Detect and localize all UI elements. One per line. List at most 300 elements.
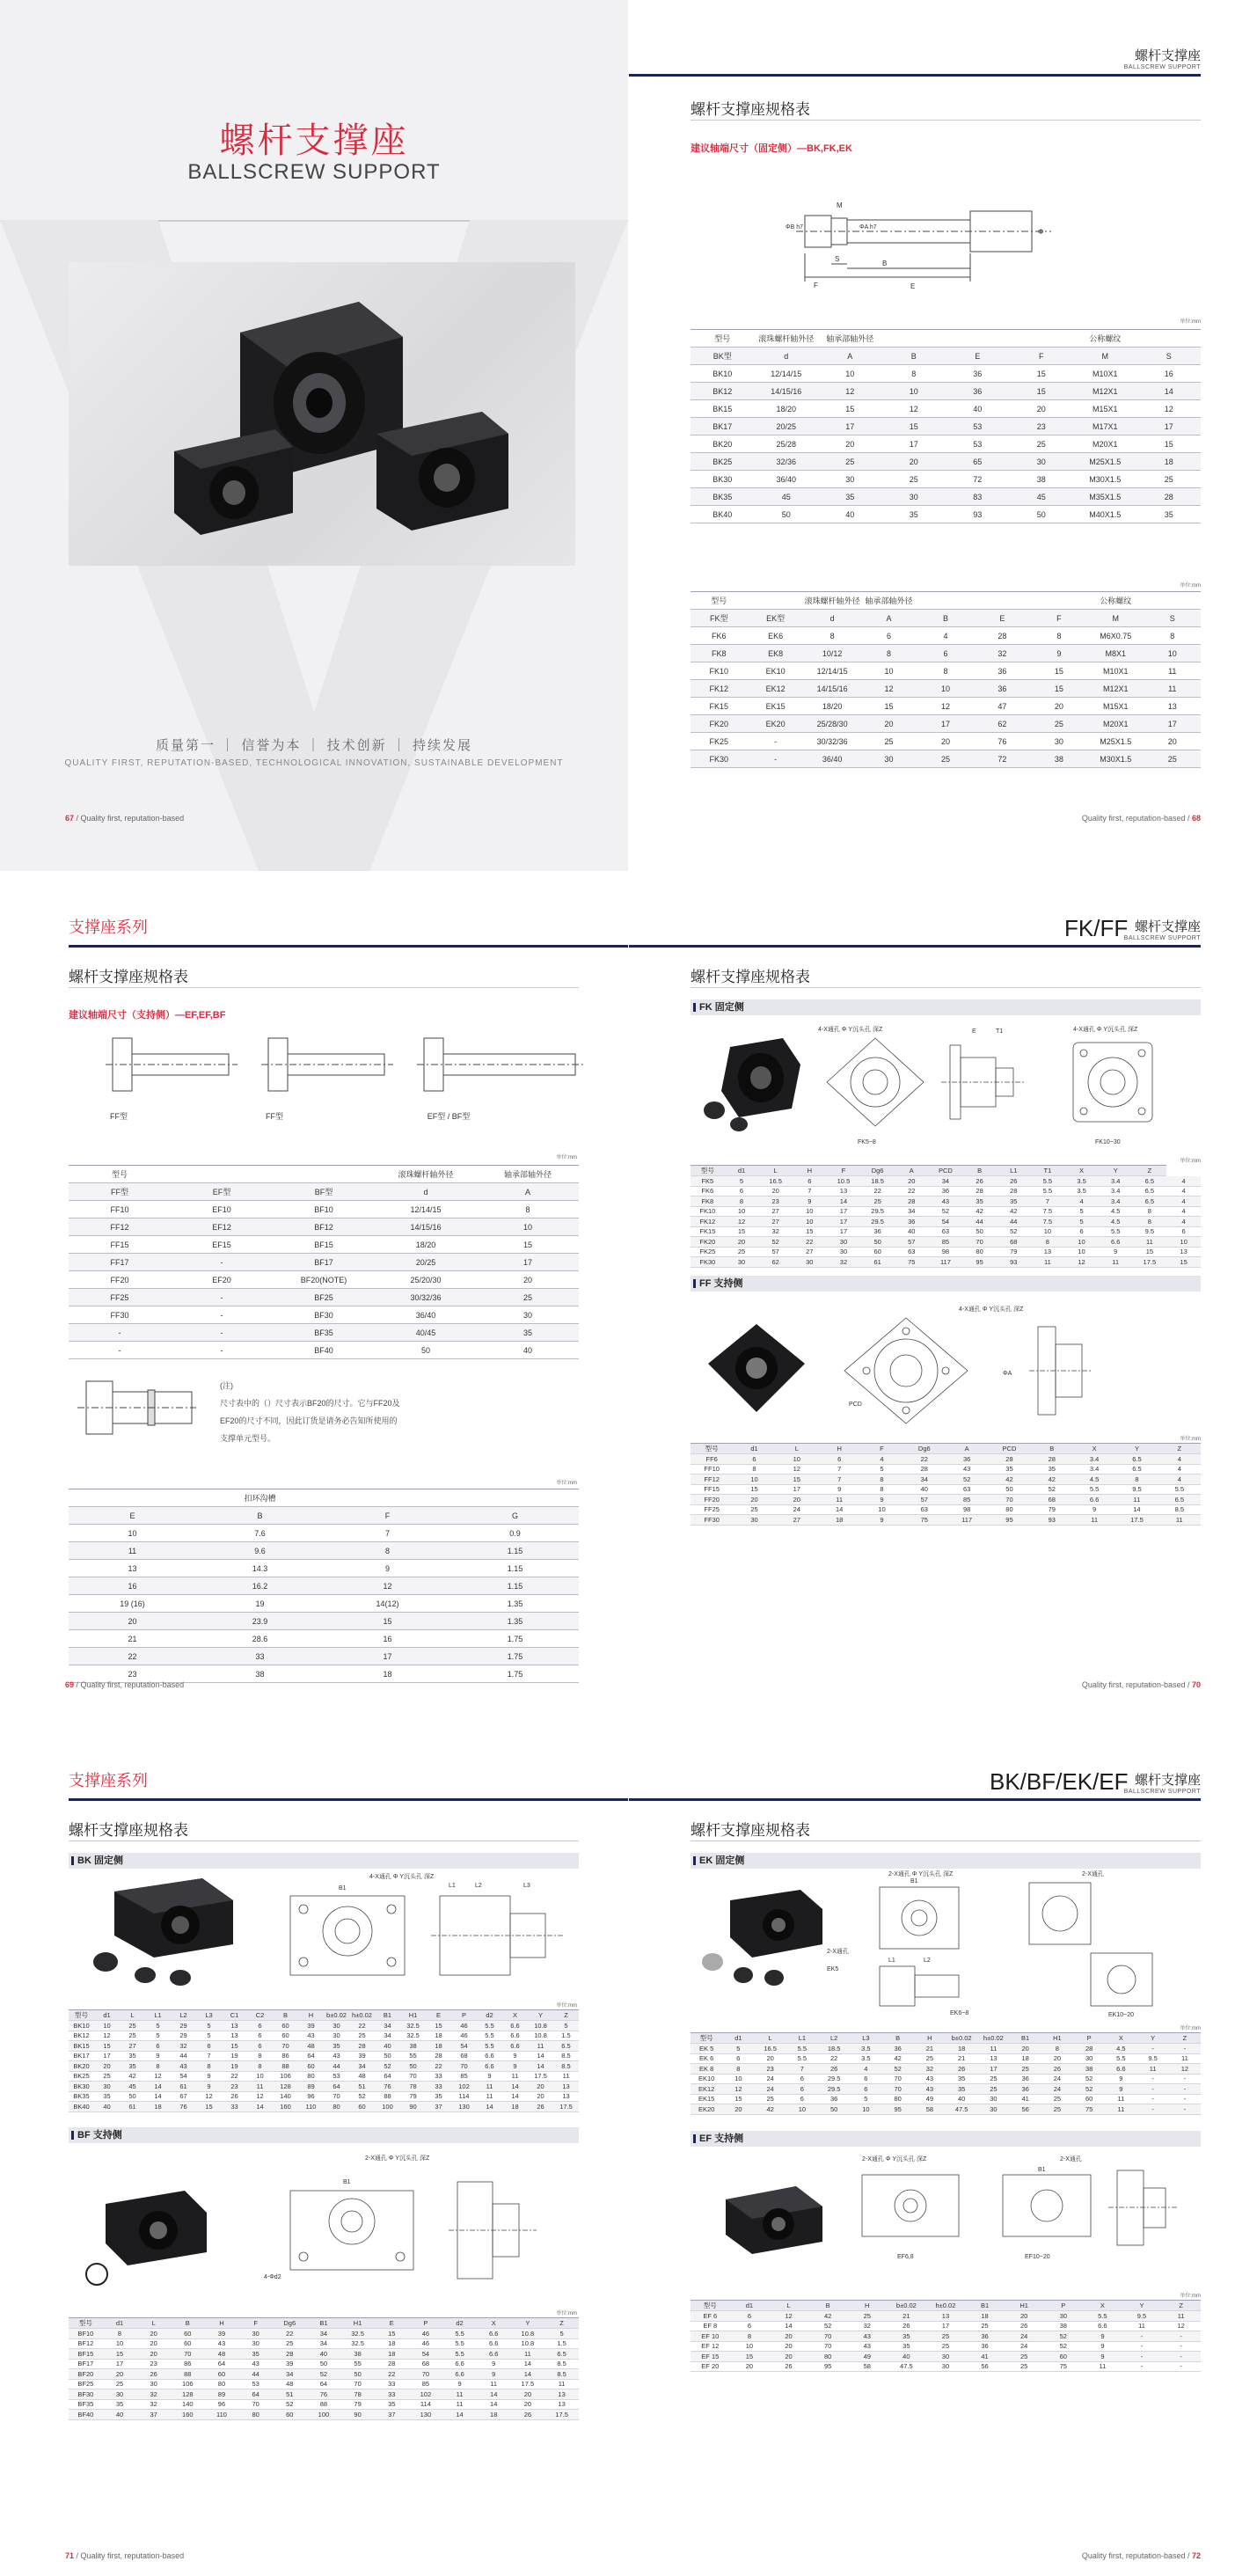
unit-label-2: 单位:mm bbox=[1180, 2294, 1201, 2299]
table-row bbox=[691, 506, 1201, 523]
fk-spec-table bbox=[691, 1165, 1201, 1268]
table-cell: 52 bbox=[1043, 2341, 1083, 2352]
table-cell: 8.5 bbox=[553, 2051, 579, 2061]
table-cell: 14 bbox=[477, 2399, 511, 2410]
table-cell: BF35 bbox=[69, 2399, 103, 2410]
table-cell: - bbox=[1161, 2341, 1201, 2352]
table-cell: 30 bbox=[103, 2389, 137, 2400]
table-cell: 13 bbox=[222, 2021, 247, 2031]
table-cell: 6.6 bbox=[1105, 2064, 1136, 2075]
series-title: 支撑座系列 bbox=[69, 918, 148, 936]
header-cell: 型号 bbox=[69, 1166, 171, 1183]
table-cell: 25 bbox=[882, 471, 946, 488]
table-cell: 50 bbox=[400, 2061, 426, 2072]
table-cell: 22 bbox=[818, 2053, 850, 2064]
table-cell: 25 bbox=[917, 750, 974, 768]
header-cell: 滚珠螺杆轴外径 bbox=[755, 330, 819, 348]
page-67-cover bbox=[0, 0, 628, 871]
header-model: FK/FF bbox=[1064, 915, 1129, 941]
table-cell: - bbox=[171, 1306, 273, 1324]
table-cell: - bbox=[1161, 2361, 1201, 2372]
table-cell: 5 bbox=[553, 2021, 579, 2031]
table-cell: 9 bbox=[1105, 2084, 1136, 2095]
spread-71-72 bbox=[0, 1724, 1257, 2576]
table-cell: 80 bbox=[324, 2102, 349, 2112]
table-cell: 43 bbox=[298, 2031, 324, 2041]
table-cell: EF 12 bbox=[691, 2341, 730, 2352]
table-row bbox=[69, 2389, 579, 2400]
table-row bbox=[69, 1271, 579, 1289]
table-cell: 9 bbox=[1031, 645, 1087, 662]
table-cell: 28 bbox=[895, 1197, 929, 1207]
table-cell: 5 bbox=[1064, 1217, 1099, 1227]
header-cell: 扣环沟槽 bbox=[196, 1489, 324, 1507]
table-cell: 25 bbox=[120, 2021, 145, 2031]
header-cell: BF型 bbox=[273, 1183, 375, 1201]
note-line-2: EF20的尺寸不同，因此订货是请务必告知所使用的 bbox=[220, 1416, 398, 1425]
table-cell: 6.5 bbox=[544, 2349, 579, 2360]
table-cell: 6 bbox=[850, 2084, 881, 2095]
ef-support-side-bar: EF 支持侧 bbox=[691, 2131, 1201, 2147]
table-cell: 20 bbox=[477, 1271, 579, 1289]
table-cell: 4 bbox=[1158, 1454, 1201, 1465]
table-cell: - bbox=[1137, 2094, 1169, 2104]
table-cell: 15 bbox=[1031, 662, 1087, 680]
table-cell: 58 bbox=[914, 2104, 946, 2115]
table-cell: 48 bbox=[205, 2349, 239, 2360]
table-cell: 25 bbox=[860, 733, 917, 750]
header-cell: X bbox=[1105, 2033, 1136, 2044]
table-cell: 75 bbox=[1073, 2104, 1105, 2115]
table-cell: 20 bbox=[733, 1495, 775, 1505]
page-71 bbox=[0, 1724, 628, 2576]
table-cell: 3.4 bbox=[1099, 1176, 1133, 1187]
table-cell: 35 bbox=[238, 2349, 273, 2360]
bk-spec-table bbox=[69, 2009, 579, 2112]
table-cell: 98 bbox=[929, 1247, 963, 1257]
table-cell: 16 bbox=[69, 1577, 196, 1595]
table-cell: 11 bbox=[502, 2071, 528, 2082]
table-cell: M15X1 bbox=[1073, 400, 1137, 418]
table-cell: 1.5 bbox=[553, 2031, 579, 2041]
table-cell: 14.3 bbox=[196, 1560, 324, 1577]
header-cell: d1 bbox=[94, 2010, 120, 2021]
table-cell: FK6 bbox=[691, 1186, 725, 1197]
ef-label-x: 2-X通孔 bbox=[1060, 2156, 1082, 2163]
table-cell: 44 bbox=[171, 2051, 196, 2061]
table-cell: 15 bbox=[1137, 435, 1202, 453]
table-cell: 1.35 bbox=[451, 1613, 579, 1630]
ek-label-l2: L2 bbox=[924, 1958, 931, 1964]
table-cell: 76 bbox=[375, 2082, 400, 2092]
table-cell: 10 bbox=[818, 365, 882, 383]
table-cell: 98 bbox=[946, 1504, 988, 1515]
table-cell: 48 bbox=[298, 2041, 324, 2052]
table-cell: 9.5 bbox=[1137, 2053, 1169, 2064]
table-cell: 36 bbox=[860, 1226, 895, 1237]
table-row bbox=[69, 1324, 579, 1342]
sub-title: 建议轴端尺寸（支持侧）—EF,EF,BF bbox=[69, 1010, 226, 1021]
table-cell: BF10 bbox=[69, 2329, 103, 2339]
table-cell: 88 bbox=[273, 2061, 298, 2072]
table-cell: 16 bbox=[324, 1630, 451, 1648]
table-cell: 5 bbox=[725, 1176, 759, 1187]
table-cell: FK15 bbox=[691, 1226, 725, 1237]
table-cell: 25 bbox=[120, 2031, 145, 2041]
ef-label-holes: 2-X通孔 Φ Y沉头孔 深Z bbox=[862, 2156, 927, 2163]
table-cell: BF10 bbox=[273, 1201, 375, 1218]
header-cell: B bbox=[962, 1166, 997, 1176]
table-cell: 20 bbox=[1010, 400, 1074, 418]
bk-product-image bbox=[70, 1874, 246, 1988]
header-cell: H1 bbox=[340, 2318, 375, 2329]
table-cell: 7.5 bbox=[1031, 1206, 1065, 1217]
table-cell: 6 bbox=[145, 2041, 171, 2052]
table-cell: 10/12 bbox=[804, 645, 860, 662]
table-cell: 9.5 bbox=[1133, 1226, 1167, 1237]
table-cell: 6.6 bbox=[1099, 1237, 1133, 1248]
table-cell: 10 bbox=[725, 1206, 759, 1217]
table-cell: 8.5 bbox=[544, 2359, 579, 2369]
table-cell: 20 bbox=[528, 2082, 553, 2092]
table-cell: 17 bbox=[324, 1648, 451, 1665]
table-cell: FK30 bbox=[691, 1257, 725, 1268]
table-cell: 34 bbox=[307, 2329, 341, 2339]
header-cell: C1 bbox=[222, 2010, 247, 2021]
table-row bbox=[69, 1201, 579, 1218]
header-cell bbox=[1144, 592, 1202, 610]
table-cell: 3.4 bbox=[1073, 1464, 1115, 1475]
table-row bbox=[69, 1630, 579, 1648]
table-cell: 5.5 bbox=[477, 2021, 502, 2031]
bk-label-b1: B1 bbox=[339, 1885, 347, 1892]
table-cell: 17 bbox=[827, 1206, 861, 1217]
header-cell: Z bbox=[553, 2010, 579, 2021]
table-cell: 20 bbox=[730, 2361, 770, 2372]
header-cell: B1 bbox=[307, 2318, 341, 2329]
table-cell: 12 bbox=[324, 1577, 451, 1595]
table-row bbox=[691, 1247, 1201, 1257]
header-cell: d bbox=[755, 348, 819, 365]
table-cell: 25 bbox=[1010, 435, 1074, 453]
table-cell: 22 bbox=[860, 1186, 895, 1197]
table-cell: 15 bbox=[222, 2041, 247, 2052]
table-cell: 18/20 bbox=[375, 1236, 477, 1254]
table-cell: 20 bbox=[136, 2329, 171, 2339]
table-cell: 18 bbox=[818, 1515, 860, 1526]
table-row bbox=[691, 1257, 1201, 1268]
table-cell: EK 5 bbox=[691, 2044, 722, 2054]
table-cell: 22 bbox=[375, 2369, 409, 2380]
header-cell: L bbox=[755, 2033, 786, 2044]
unit-label-2: 单位:mm bbox=[1180, 583, 1201, 589]
table-cell: 17 bbox=[917, 715, 974, 733]
table-cell: 25 bbox=[1041, 2094, 1073, 2104]
table-cell: 6 bbox=[786, 2084, 818, 2095]
dim-label-m: M bbox=[837, 201, 843, 209]
table-cell: 10 bbox=[730, 2341, 770, 2352]
table-row bbox=[691, 2074, 1201, 2084]
table-cell: 36 bbox=[946, 365, 1010, 383]
table-cell: 41 bbox=[965, 2352, 1005, 2362]
table-cell: 35 bbox=[887, 2331, 926, 2342]
table-cell: 7 bbox=[196, 2051, 222, 2061]
table-cell: 85 bbox=[409, 2379, 443, 2389]
table-cell: 34 bbox=[929, 1176, 963, 1187]
table-cell: 18 bbox=[375, 2338, 409, 2349]
bk-shaft-table bbox=[691, 329, 1201, 523]
table-cell: 25/28 bbox=[755, 435, 819, 453]
table-cell: 72 bbox=[974, 750, 1030, 768]
header-cell: PCD bbox=[988, 1444, 1030, 1454]
table-cell: 10 bbox=[850, 2104, 881, 2115]
fk-fixed-side-bar: FK 固定侧 bbox=[691, 999, 1201, 1015]
table-cell: 13 bbox=[1144, 698, 1202, 715]
table-cell: 6 bbox=[247, 2031, 273, 2041]
table-cell: 13 bbox=[553, 2091, 579, 2102]
table-cell: 33 bbox=[375, 2389, 409, 2400]
header-cell: A bbox=[860, 610, 917, 627]
table-cell: 30 bbox=[977, 2104, 1009, 2115]
unit-label: 单位:mm bbox=[556, 1155, 577, 1160]
table-cell: 20 bbox=[511, 2389, 545, 2400]
table-cell: 11 bbox=[442, 2399, 477, 2410]
table-row bbox=[69, 2379, 579, 2389]
table-cell: 63 bbox=[903, 1504, 946, 1515]
table-cell: 36 bbox=[974, 662, 1030, 680]
table-cell: 64 bbox=[324, 2082, 349, 2092]
page-69 bbox=[0, 871, 628, 1724]
table-cell: 15 bbox=[733, 1484, 775, 1495]
table-cell: 11 bbox=[247, 2082, 273, 2092]
table-cell: 52 bbox=[997, 1226, 1031, 1237]
table-cell: 62 bbox=[758, 1257, 793, 1268]
table-cell: 24 bbox=[1005, 2331, 1044, 2342]
table-row bbox=[691, 2084, 1201, 2095]
table-cell: 17 bbox=[1144, 715, 1202, 733]
table-cell: BK17 bbox=[691, 418, 755, 435]
table-cell: 14 bbox=[818, 1504, 860, 1515]
table-cell: 50 bbox=[962, 1226, 997, 1237]
table-cell: 28.6 bbox=[196, 1630, 324, 1648]
table-cell: 11 bbox=[1105, 2104, 1136, 2115]
table-cell: 11 bbox=[1133, 1237, 1167, 1248]
table-cell: EK 8 bbox=[691, 2064, 722, 2075]
table-cell: 43 bbox=[914, 2084, 946, 2095]
table-cell: 32 bbox=[974, 645, 1030, 662]
table-cell: 47.5 bbox=[887, 2361, 926, 2372]
table-cell: 10 bbox=[1166, 1237, 1201, 1248]
table-cell: 32.5 bbox=[340, 2329, 375, 2339]
table-header-row bbox=[691, 592, 1201, 610]
table-cell: 28 bbox=[997, 1186, 1031, 1197]
table-cell: 35 bbox=[375, 2399, 409, 2410]
table-cell: 13 bbox=[926, 2311, 966, 2322]
table-cell: 140 bbox=[171, 2399, 205, 2410]
table-row bbox=[691, 698, 1201, 715]
table-cell: 30 bbox=[94, 2082, 120, 2092]
header-name-en: BALLSCREW SUPPORT bbox=[1123, 935, 1201, 941]
table-cell: 42 bbox=[882, 2053, 914, 2064]
table-cell: 9 bbox=[1083, 2331, 1122, 2342]
page-number: 70 bbox=[1191, 1680, 1201, 1689]
table-cell: 10 bbox=[776, 1454, 818, 1465]
table-cell: BK35 bbox=[691, 488, 755, 506]
header-cell: FF型 bbox=[69, 1183, 171, 1201]
table-cell: FF25 bbox=[69, 1289, 171, 1306]
spread-67-68 bbox=[0, 0, 1257, 871]
table-cell: 20 bbox=[1005, 2311, 1044, 2322]
table-row bbox=[691, 1237, 1201, 1248]
table-cell: EK10 bbox=[747, 662, 803, 680]
header-cell: L bbox=[776, 1444, 818, 1454]
table-cell: 6.6 bbox=[442, 2359, 477, 2369]
table-cell: 6 bbox=[793, 1176, 827, 1187]
table-header-row bbox=[69, 1489, 579, 1507]
table-cell: 128 bbox=[171, 2389, 205, 2400]
fk-label-t1: T1 bbox=[996, 1028, 1004, 1035]
table-row bbox=[691, 1464, 1201, 1475]
table-cell: 28 bbox=[426, 2051, 451, 2061]
bk-fixed-side-bar: BK 固定侧 bbox=[69, 1853, 579, 1869]
table-cell: 37 bbox=[426, 2102, 451, 2112]
table-cell: 50 bbox=[307, 2359, 341, 2369]
table-cell: 15 bbox=[103, 2349, 137, 2360]
table-cell: 20 bbox=[860, 715, 917, 733]
table-cell: 20 bbox=[755, 2053, 786, 2064]
table-cell: 12 bbox=[776, 1464, 818, 1475]
unit-label: 单位:mm bbox=[1180, 319, 1201, 325]
table-cell: 60 bbox=[298, 2061, 324, 2072]
table-cell: 35 bbox=[1137, 506, 1202, 523]
table-cell: 8 bbox=[324, 1542, 451, 1560]
table-cell: 11 bbox=[528, 2041, 553, 2052]
table-cell: 23.9 bbox=[196, 1613, 324, 1630]
table-row bbox=[69, 2349, 579, 2360]
table-cell: 24 bbox=[776, 1504, 818, 1515]
table-cell: 12/14/15 bbox=[804, 662, 860, 680]
table-cell: 52 bbox=[1073, 2074, 1105, 2084]
table-cell: 63 bbox=[895, 1247, 929, 1257]
table-cell: 130 bbox=[451, 2102, 477, 2112]
table-cell: 20 bbox=[69, 1613, 196, 1630]
table-cell: EF 6 bbox=[691, 2311, 730, 2322]
table-cell: 86 bbox=[171, 2359, 205, 2369]
header-cell: S bbox=[1137, 348, 1202, 365]
table-cell: 15 bbox=[94, 2041, 120, 2052]
ff-label-phia: ΦA bbox=[1003, 1371, 1012, 1377]
header-cell: E bbox=[69, 1507, 196, 1525]
cover-title-en: BALLSCREW SUPPORT bbox=[187, 160, 441, 184]
table-cell: 35 bbox=[946, 2084, 977, 2095]
header-cell: C2 bbox=[247, 2010, 273, 2021]
header-cell: 公称螺纹 bbox=[1073, 330, 1137, 348]
section-title: 螺杆支撑座规格表 bbox=[69, 969, 188, 985]
table-cell: 50 bbox=[375, 1342, 477, 1359]
fk-label-fk5-8: FK5~8 bbox=[858, 1139, 876, 1145]
table-cell: 18 bbox=[1010, 2053, 1041, 2064]
table-cell: 1.75 bbox=[451, 1648, 579, 1665]
table-cell: 52 bbox=[349, 2091, 375, 2102]
header-cell: F bbox=[860, 1444, 903, 1454]
table-cell: 60 bbox=[860, 1247, 895, 1257]
table-cell: 60 bbox=[171, 2338, 205, 2349]
table-cell: 25 bbox=[103, 2379, 137, 2389]
ff-product-image bbox=[704, 1320, 809, 1416]
table-cell: 14 bbox=[247, 2102, 273, 2112]
table-cell: 20 bbox=[725, 1237, 759, 1248]
header-cell: Y bbox=[1122, 2301, 1162, 2311]
table-cell: 1.35 bbox=[451, 1595, 579, 1613]
dim-label-phi: Φ bbox=[1038, 228, 1044, 236]
table-cell: 43 bbox=[946, 1464, 988, 1475]
header-cell: E bbox=[946, 348, 1010, 365]
header-cell bbox=[946, 330, 1010, 348]
table-cell: 95 bbox=[988, 1515, 1030, 1526]
table-cell: 14 bbox=[502, 2091, 528, 2102]
table-cell: 46 bbox=[451, 2031, 477, 2041]
table-cell: 32 bbox=[136, 2399, 171, 2410]
table-cell: BK15 bbox=[691, 400, 755, 418]
table-cell: 20 bbox=[818, 435, 882, 453]
table-cell: 13 bbox=[69, 1560, 196, 1577]
header-cell: b±0.02 bbox=[324, 2010, 349, 2021]
table-cell: 43 bbox=[929, 1197, 963, 1207]
table-cell: 34 bbox=[903, 1475, 946, 1485]
table-cell: FF17 bbox=[69, 1254, 171, 1271]
table-row bbox=[691, 1454, 1201, 1465]
header-cell: X bbox=[1073, 1444, 1115, 1454]
table-cell: 33 bbox=[375, 2379, 409, 2389]
table-cell: 11 bbox=[1161, 2311, 1201, 2322]
table-cell: 12 bbox=[1064, 1257, 1099, 1268]
table-cell: 8 bbox=[247, 2061, 273, 2072]
table-cell: M17X1 bbox=[1073, 418, 1137, 435]
table-cell: 50 bbox=[860, 1237, 895, 1248]
table-cell: 53 bbox=[946, 435, 1010, 453]
note-block bbox=[220, 1377, 589, 1447]
header-cell: G bbox=[451, 1507, 579, 1525]
table-cell: 10.8 bbox=[511, 2338, 545, 2349]
table-cell: 5.5 bbox=[442, 2338, 477, 2349]
ef-label-b1: B1 bbox=[1038, 2167, 1046, 2173]
table-cell: 30 bbox=[324, 2031, 349, 2041]
header-cell: P bbox=[1043, 2301, 1083, 2311]
table-cell: 9 bbox=[442, 2379, 477, 2389]
table-cell: 18 bbox=[375, 2349, 409, 2360]
table-cell: EF10 bbox=[171, 1201, 273, 1218]
table-cell: BF20 bbox=[69, 2369, 103, 2380]
table-cell: M12X1 bbox=[1073, 383, 1137, 400]
table-cell: 6 bbox=[733, 1454, 775, 1465]
table-cell: 15 bbox=[722, 2094, 754, 2104]
table-cell: 11 bbox=[553, 2071, 579, 2082]
table-cell: 100 bbox=[307, 2410, 341, 2420]
header-cell: Z bbox=[1169, 2033, 1201, 2044]
table-cell: 30 bbox=[725, 1257, 759, 1268]
header-cell: Y bbox=[1115, 1444, 1158, 1454]
ek-label-b1: B1 bbox=[910, 1878, 918, 1884]
table-cell: 88 bbox=[307, 2399, 341, 2410]
table-cell: 42 bbox=[120, 2071, 145, 2082]
bf-label-b1: B1 bbox=[343, 2179, 351, 2185]
header-cell: d1 bbox=[103, 2318, 137, 2329]
table-cell: 28 bbox=[974, 627, 1030, 645]
table-cell: 25 bbox=[977, 2074, 1009, 2084]
table-cell: 18 bbox=[965, 2311, 1005, 2322]
header-cell bbox=[324, 1489, 451, 1507]
table-cell: FK15 bbox=[691, 698, 747, 715]
